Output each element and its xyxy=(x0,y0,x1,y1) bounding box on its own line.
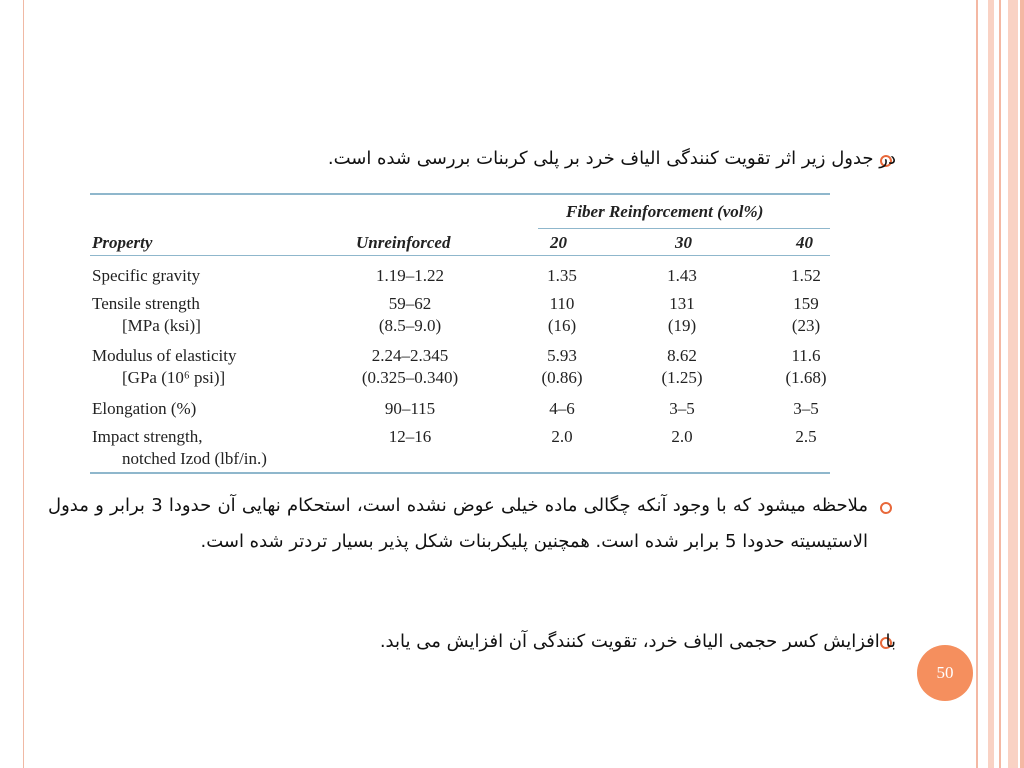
cell-unreinforced: 12–16 xyxy=(388,427,432,446)
cell-property-unit: [GPa (10⁶ psi)] xyxy=(122,368,226,387)
fiber-group-header: Fiber Reinforcement (vol%) xyxy=(566,202,764,221)
cell-30-alt: (19) xyxy=(667,316,697,335)
cell-20: 2.0 xyxy=(551,427,573,446)
cell-40: 159 xyxy=(793,294,819,313)
cell-20: 1.35 xyxy=(547,266,577,285)
cell-20: 5.93 xyxy=(547,346,577,365)
frame-stripe xyxy=(976,0,978,768)
cell-property: Tensile strength xyxy=(92,294,200,313)
cell-40: 2.5 xyxy=(795,427,817,446)
frame-stripe xyxy=(1020,0,1024,768)
header-unreinforced: Unreinforced xyxy=(356,233,451,252)
cell-30-alt: (1.25) xyxy=(661,368,703,387)
frame-stripe xyxy=(988,0,994,768)
cell-30: 8.62 xyxy=(667,346,697,365)
header-40: 40 xyxy=(796,233,813,252)
cell-30: 1.43 xyxy=(667,266,697,285)
table-rule-top xyxy=(90,193,830,195)
cell-unreinforced-alt: (8.5–9.0) xyxy=(378,316,442,335)
frame-left-border xyxy=(0,0,24,768)
table-rule-bottom xyxy=(90,472,830,474)
cell-unreinforced: 59–62 xyxy=(388,294,432,313)
cell-unreinforced: 1.19–1.22 xyxy=(376,266,444,285)
cell-unreinforced-alt: (0.325–0.340) xyxy=(361,368,459,387)
cell-20-alt: (0.86) xyxy=(541,368,583,387)
table-rule-group xyxy=(538,228,830,229)
cell-40-alt: (23) xyxy=(791,316,821,335)
cell-property: Elongation (%) xyxy=(92,399,197,418)
cell-property-unit: [MPa (ksi)] xyxy=(122,316,201,335)
cell-40: 1.52 xyxy=(791,266,821,285)
cell-40: 11.6 xyxy=(791,346,821,365)
header-property: Property xyxy=(92,233,153,252)
cell-30: 2.0 xyxy=(671,427,693,446)
table-rule-header xyxy=(90,255,830,256)
frame-stripe xyxy=(1008,0,1018,768)
bullet-intro: در جدول زیر اثر تقویت کنندگی الیاف خرد بر پلی کربنات بررسی شده است. xyxy=(327,148,896,169)
header-30: 30 xyxy=(675,233,692,252)
cell-20-alt: (16) xyxy=(547,316,577,335)
bullet-circle-icon xyxy=(880,502,892,514)
cell-property: Specific gravity xyxy=(92,266,201,285)
cell-40-alt: (1.68) xyxy=(785,368,827,387)
cell-20: 4–6 xyxy=(549,399,575,418)
frame-stripe xyxy=(999,0,1001,768)
cell-20: 110 xyxy=(549,294,575,313)
cell-unreinforced: 2.24–2.345 xyxy=(371,346,449,365)
page-number-badge: 50 xyxy=(917,645,973,701)
cell-30: 131 xyxy=(669,294,695,313)
cell-40: 3–5 xyxy=(793,399,819,418)
cell-property-unit: notched Izod (lbf/in.) xyxy=(122,449,267,468)
cell-property: Modulus of elasticity xyxy=(92,346,237,365)
header-20: 20 xyxy=(550,233,567,252)
bullet-conclusion: با افزایش کسر حجمی الیاف خرد، تقویت کنندگی آن افزایش می یابد. xyxy=(379,631,896,652)
bullet-observation: ملاحظه میشود که با وجود آنکه چگالی ماده خیلی عوض نشده است، استحکام نهایی آن حدودا 3 برابر و مدول الاستیسیته حدودا 5 برابر شده است. همچنین پلیکربنات شکل پذیر بسیار تردتر شده است. xyxy=(48,495,868,552)
cell-30: 3–5 xyxy=(669,399,695,418)
cell-property: Impact strength, xyxy=(92,427,203,446)
cell-unreinforced: 90–115 xyxy=(384,399,436,418)
